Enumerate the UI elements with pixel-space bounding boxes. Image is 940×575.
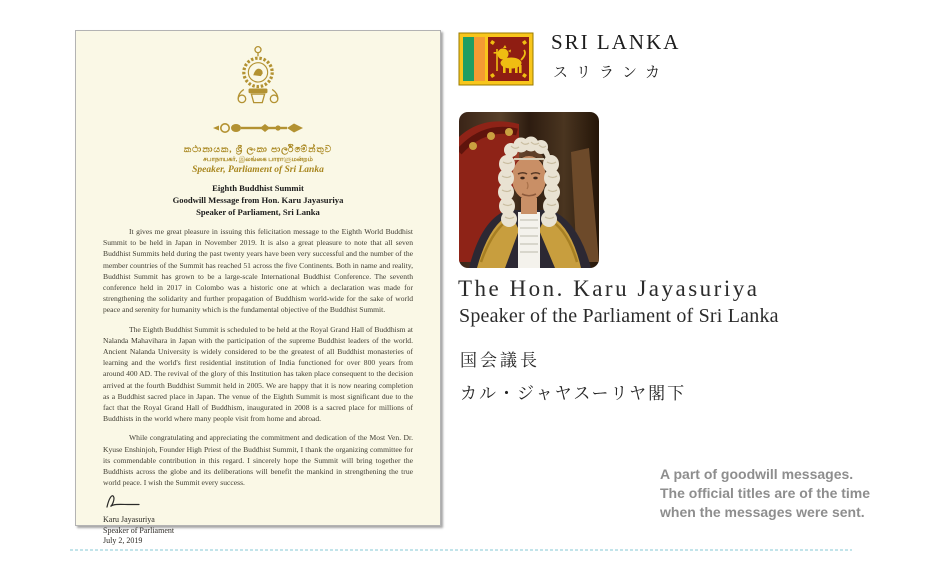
signature-name: Karu Jayasuriya (103, 515, 155, 525)
letter-paragraph-2: The Eighth Buddhist Summit is scheduled to be held at the Royal Grand Hall of Buddhism at Nalanda Mahavihara in Japan with the participation of the supreme Buddhist leaders of the world. Ancient Nalanda University is widely considered to be the greatest of all Buddhist monasteries of learning and the world's first residential institution of India functioned for over 800 years from around 400 AD. The revival of the glory of this Institution has taken place consequent to the decision arrived at the fourth Buddhist Summit held in 2005. We are happy that it is now nearing completion as a Buddhist sacred place in Japan. The venue of the Eighth Summit is most significant due to the fact that the Royal Grand Hall of Buddhism, inaugurated in 2008 is a sacred place for millions of Buddhists in the world where many people visit from home and abroad. (103, 324, 413, 424)
letter-paragraph-3: While congratulating and appreciating the commitment and dedication of the Most Ven. Dr. Kyuse Enshinjoh, Founder High Priest of the Buddhist Summit, I thank the organizing committee for its commendable contribution in this regard. I sincerely hope the Summit will bring together the Buddhists across the globe and its deliberations will benefit the mankind in strengthening the true world peace. I wish the Summit every success. (103, 433, 413, 488)
person-name-japanese: カル・ジャヤスーリヤ閣下 (460, 384, 687, 403)
letter-title-line2: Goodwill Message from Hon. Karu Jayasuriya (172, 195, 344, 205)
person-title-english: Speaker of the Parliament of Sri Lanka (459, 305, 779, 327)
signature-date: July 2, 2019 (103, 536, 143, 546)
country-name-english: SRI LANKA (551, 30, 681, 54)
letterhead-sinhala: කථානායක, ශ්‍රී ලංකා පාර්ලිමේන්තුව (183, 144, 333, 154)
letter-body (76, 218, 440, 488)
letter-title (173, 182, 344, 218)
letter-title-line1: Eighth Buddhist Summit (212, 183, 304, 193)
letter-paragraph-1: It gives me great pleasure in issuing this felicitation message to the Eighth World Buddhist Summit to be held in Japan in November 2019. It is also a great pleasure to note that all seven Buddhist Summits held during the past twenty years have been very successful and the number of the member countries of the Summit has reached 51 across the five Continents. Both in name and reality, Buddhist Summit has grown to be a large-scale International Buddhist Conference. The seventh conference held in 2017 in Colombo was a historic one at which a declaration was made for strengthening the solidarity and further propagation of Buddhism world-wide for the sake of world peace and serenity for humanity which is the fundamental objective of the Buddhist Summit. (103, 227, 413, 315)
person-title-japanese: 国会議長 (460, 351, 540, 370)
sri-lanka-flag-icon (459, 33, 533, 85)
footnote-line1: A part of goodwill messages. (660, 466, 854, 482)
speaker-portrait-photo (459, 112, 599, 268)
sri-lanka-state-emblem-icon (230, 44, 286, 119)
footnote (660, 465, 870, 522)
signature-title: Speaker of Parliament (103, 525, 175, 535)
parliament-mace-icon (212, 121, 304, 140)
handwritten-signature-icon (103, 497, 147, 514)
person-name-english: The Hon. Karu Jayasuriya (458, 276, 760, 301)
footnote-line2: The official titles are of the time (660, 485, 871, 501)
letterhead-english: Speaker, Parliament of Sri Lanka (192, 165, 324, 175)
letter-title-line3: Speaker of Parliament, Sri Lanka (196, 207, 320, 217)
signature-block (76, 488, 440, 547)
footnote-line3: when the messages were sent. (660, 504, 865, 520)
letterhead-tamil: சபாநாயகர், இலங்கை பாராளுமன்றம் (203, 156, 313, 163)
dashed-divider (70, 549, 852, 551)
goodwill-letter-document (75, 30, 441, 546)
country-name-japanese: スリランカ (553, 65, 669, 81)
